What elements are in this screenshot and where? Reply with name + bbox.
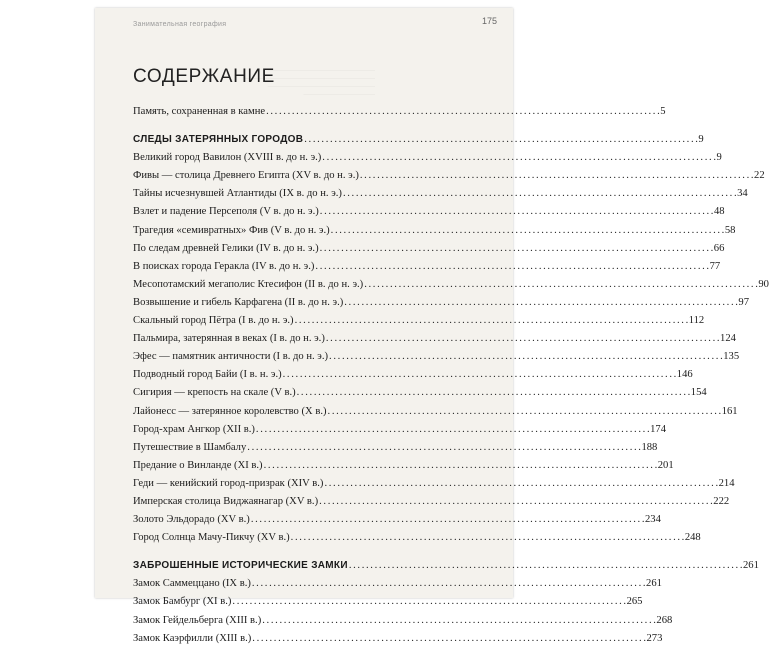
toc-entry-title: Замок Бамбург (XI в.) (133, 596, 232, 608)
toc-entry-title: Лайонесс — затерянное королевство (X в.) (133, 405, 327, 417)
toc-entry-page: 22 (754, 170, 765, 182)
toc-entry[interactable] (133, 242, 725, 261)
toc-entry-page: 77 (709, 260, 721, 272)
toc-leader (247, 442, 640, 453)
toc-entry-title: Возвышение и гибель Карфагена (II в. до н. э.) (133, 296, 344, 308)
toc-leader (232, 596, 625, 607)
section-title: ЗАБРОШЕННЫЕ ИСТОРИЧЕСКИЕ ЗАМКИ (133, 560, 348, 572)
toc-leader (252, 578, 645, 589)
toc-leader (331, 225, 724, 236)
toc-entry[interactable] (133, 459, 674, 478)
toc-entry-title: Золото Эльдорадо (XV в.) (133, 514, 250, 526)
toc-entry[interactable] (133, 632, 663, 651)
toc-entry[interactable] (133, 260, 721, 279)
toc-entry-page: 154 (690, 387, 707, 399)
toc-entry[interactable] (133, 206, 725, 224)
toc-leader (349, 560, 742, 571)
toc-entry-page: 58 (724, 224, 736, 236)
toc-entry-page: 66 (713, 242, 725, 254)
toc-entry[interactable] (133, 296, 750, 315)
toc-entry-page: 268 (656, 614, 673, 626)
toc-entry-page: 174 (650, 423, 666, 435)
toc-entry[interactable] (133, 614, 673, 633)
toc-leader (262, 615, 655, 626)
toc-entry-page: 222 (713, 495, 730, 507)
toc-leader (329, 351, 722, 362)
table-of-contents (133, 106, 769, 651)
toc-entry-title: Путешествие в Шамбалу (133, 441, 247, 453)
toc-entry[interactable] (133, 441, 658, 460)
toc-entry-title: Замок Гейдельберга (XIII в.) (133, 614, 262, 626)
toc-entry-title: Геди — кенийский город-призрак (XIV в.) (133, 477, 324, 489)
toc-entry-title: Сигирия — крепость на скале (V в.) (133, 387, 296, 399)
toc-entry[interactable] (133, 315, 705, 333)
toc-entry-title: По следам древней Гелики (IV в. до н. э.) (133, 242, 319, 254)
toc-entry[interactable] (133, 351, 740, 369)
toc-leader (264, 460, 657, 471)
toc-entry[interactable] (133, 224, 736, 243)
toc-entry-title: Скальный город Пётра (I в. до н. э.) (133, 315, 294, 327)
toc-entry-page: 34 (737, 188, 748, 200)
toc-leader (322, 152, 715, 163)
toc-leader (295, 315, 688, 326)
toc-entry-page: 261 (646, 578, 662, 590)
toc-entry[interactable] (133, 369, 693, 387)
toc-leader (283, 369, 676, 380)
toc-leader (328, 406, 721, 417)
toc-entry-page: 48 (713, 206, 725, 218)
toc-entry-page: 234 (644, 514, 661, 526)
toc-entry[interactable] (133, 477, 735, 496)
toc-entry-title: Трагедия «семивратных» Фив (V в. до н. э.) (133, 224, 330, 236)
toc-entry-title: Предание о Винланде (XI в.) (133, 459, 263, 471)
toc-entry[interactable] (133, 532, 701, 550)
toc-entry-title: Месопотамский мегаполис Ктесифон (II в. до н. э.) (133, 278, 364, 290)
toc-entry[interactable] (133, 333, 736, 351)
book-page (95, 8, 769, 644)
toc-leader (360, 170, 753, 181)
toc-entry-page: 248 (684, 532, 701, 544)
toc-entry-page: 201 (657, 459, 674, 471)
toc-entry-title: Великий город Вавилон (XVIII в. до н. э.) (133, 152, 322, 164)
toc-entry[interactable] (133, 152, 722, 170)
page-number: 175 (481, 16, 497, 26)
toc-entry-title: В поисках города Геракла (IV в. до н. э.) (133, 260, 315, 272)
toc-entry-page: 188 (641, 441, 658, 453)
toc-entry[interactable] (133, 387, 707, 405)
toc-entry[interactable] (133, 514, 661, 532)
toc-leader (364, 279, 757, 290)
toc-section-heading[interactable] (133, 560, 759, 578)
toc-entry-page: 97 (738, 296, 750, 308)
toc-leader (324, 478, 717, 489)
toc-entry[interactable] (133, 278, 769, 297)
toc-leader (252, 633, 645, 644)
toc-entry-title: Пальмира, затерянная в веках (I в. до н. э.) (133, 333, 325, 345)
toc-entry-title: Фивы — столица Древнего Египта (XV в. до н. э.) (133, 170, 359, 182)
running-head: Занимательная география (133, 21, 227, 28)
toc-entry-page: 9 (716, 152, 722, 164)
toc-leader (320, 206, 713, 217)
toc-leader (319, 496, 712, 507)
toc-entry-page: 124 (720, 333, 736, 345)
toc-entry-page: 273 (646, 632, 663, 644)
toc-entry-title: Город-храм Ангкор (XII в.) (133, 423, 255, 435)
toc-leader (344, 297, 737, 308)
toc-entry[interactable] (133, 423, 666, 442)
toc-entry-title: Эфес — памятник античности (I в. до н. э.) (133, 351, 329, 363)
toc-leader (266, 106, 659, 117)
section-title: СЛЕДЫ ЗАТЕРЯННЫХ ГОРОДОВ (133, 134, 304, 146)
toc-entry-page: 161 (721, 405, 738, 417)
toc-leader (256, 424, 649, 435)
toc-entry-title: Замок Каэрфилли (XIII в.) (133, 632, 252, 644)
toc-leader (291, 532, 684, 543)
toc-entry[interactable] (133, 188, 748, 206)
toc-leader (343, 188, 736, 199)
toc-entry-page: 146 (676, 369, 693, 381)
toc-leader (320, 243, 713, 254)
section-page: 9 (698, 134, 704, 146)
toc-entry-title: Замок Саммеццано (IX в.) (133, 578, 251, 590)
toc-leader (315, 261, 708, 272)
toc-entry-title: Взлет и падение Персеполя (V в. до н. э.) (133, 206, 319, 218)
toc-entry[interactable] (133, 170, 765, 188)
toc-entry-page: 5 (660, 106, 666, 117)
toc-entry-page: 90 (758, 278, 769, 290)
toc-entry-page: 112 (688, 315, 705, 327)
toc-section-heading[interactable] (133, 134, 704, 152)
toc-entry-title: Имперская столица Виджаянагар (XV в.) (133, 495, 319, 507)
toc-sections (133, 134, 769, 651)
toc-title: СОДЕРЖАНИЕ (133, 66, 275, 87)
toc-entry-page: 135 (723, 351, 740, 363)
toc-entry[interactable] (133, 405, 738, 424)
toc-entry-page: 265 (626, 596, 643, 608)
toc-entry[interactable] (133, 596, 643, 614)
toc-entry-title: Тайны исчезнувшей Атлантиды (IX в. до н. э.) (133, 188, 342, 200)
toc-entry-title: Город Солнца Мачу-Пикчу (XV в.) (133, 532, 290, 544)
bleed-through-text: _________________________________ ________________________________________ _________________________________ ______________________ (245, 65, 375, 96)
toc-intro-entry[interactable] (133, 106, 666, 124)
toc-leader (297, 387, 690, 398)
toc-entry[interactable] (133, 578, 662, 596)
toc-entry-title: Память, сохраненная в камне (133, 106, 266, 117)
toc-leader (251, 514, 644, 525)
toc-entry-title: Подводный город Байи (I в. н. э.) (133, 369, 282, 381)
toc-entry[interactable] (133, 495, 730, 514)
toc-leader (304, 134, 697, 145)
toc-leader (326, 333, 719, 344)
toc-entry-page: 214 (718, 477, 735, 489)
section-page: 261 (742, 560, 759, 572)
